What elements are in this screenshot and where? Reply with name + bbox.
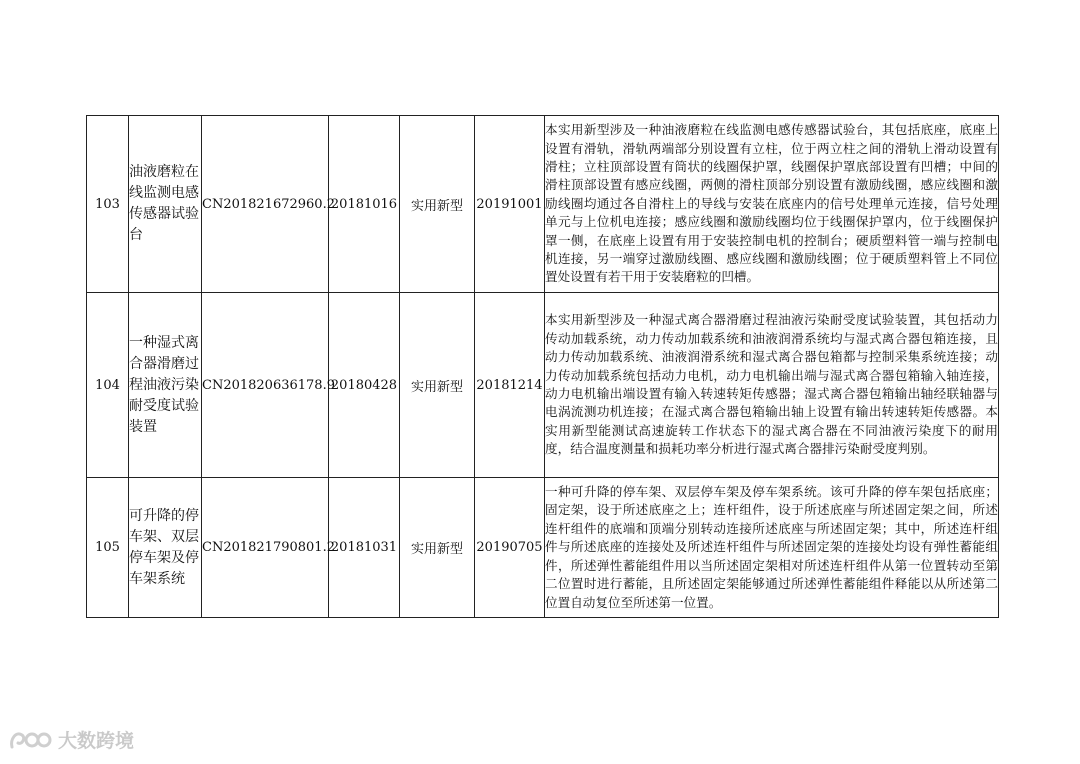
patent-type: 实用新型	[400, 293, 475, 478]
application-number: CN201821672960.2	[202, 116, 329, 293]
publication-date: 20181214	[475, 293, 545, 478]
table-row	[87, 293, 999, 478]
application-number: CN201821790801.2	[202, 478, 329, 618]
watermark-text: 大数跨境	[58, 730, 135, 752]
row-number: 104	[87, 293, 129, 478]
patent-abstract: 一种可升降的停车架、双层停车架及停车架系统。该可升降的停车架包括底座；固定架，设于所述底座之上；连杆组件，设于所述底座与所述固定架之间，所述连杆组件的底端和顶端分别转动连接所述底座与所述固定架；其中，所述连杆组件与所述底座的连接处及所述连杆组件与所述固定架的连接处均设有弹性蓄能组件，所述弹性蓄能组件用以当所述固定架相对所述连杆组件从第一位置转动至第二位置时进行蓄能，且所述固定架能够通过所述弹性蓄能组件释能以从所述第二位置自动复位至所述第一位置。	[545, 478, 999, 618]
infinity-logo-icon	[8, 727, 52, 753]
row-number: 103	[87, 116, 129, 293]
table-row	[87, 116, 999, 293]
patent-type: 实用新型	[400, 478, 475, 618]
watermark	[8, 726, 134, 753]
application-date: 20180428	[329, 293, 400, 478]
patent-abstract: 本实用新型涉及一种湿式离合器滑磨过程油液污染耐受度试验装置，其包括动力传动加载系统，动力传动加载系统和油液润滑系统均与湿式离合器包箱连接，且动力传动加载系统、油液润滑系统和湿式离合器包箱都与控制采集系统连接；动力传动加载系统包括动力电机，动力电机输出端与湿式离合器包箱输入轴连接，动力电机输出端设置有输入转速转矩传感器；湿式离合器包箱输出轴经联轴器与电涡流测功机连接；在湿式离合器包箱输出轴上设置有输出转速转矩传感器。本实用新型能测试高速旋转工作状态下的湿式离合器在不同油液污染度下的耐用度，结合温度测量和损耗功率分析进行湿式离合器排污染耐受度判别。	[545, 293, 999, 478]
application-date: 20181016	[329, 116, 400, 293]
patent-type: 实用新型	[400, 116, 475, 293]
patent-title: 可升降的停车架、双层停车架及停车架系统	[129, 478, 202, 618]
patent-abstract: 本实用新型涉及一种油液磨粒在线监测电感传感器试验台，其包括底座，底座上设置有滑轨，滑轨两端部分别设置有立柱，位于两立柱之间的滑轨上滑动设置有滑柱；立柱顶部设置有筒状的线圈保护罩，线圈保护罩底部设置有凹槽；中间的滑柱顶部设置有感应线圈，两侧的滑柱顶部分别设置有激励线圈，感应线圈和激励线圈均通过各自滑柱上的导线与安装在底座内的信号处理单元连接，信号处理单元与上位机电连接；感应线圈和激励线圈均位于线圈保护罩内，位于线圈保护罩一侧，在底座上设置有用于安装控制电机的控制台；硬质塑料管一端与控制电机连接，另一端穿过激励线圈、感应线圈和激励线圈；位于硬质塑料管上不同位置处设置有若干用于安装磨粒的凹槽。	[545, 116, 999, 293]
patent-title: 一种湿式离合器滑磨过程油液污染耐受度试验装置	[129, 293, 202, 478]
publication-date: 20191001	[475, 116, 545, 293]
table-row	[87, 478, 999, 618]
application-date: 20181031	[329, 478, 400, 618]
row-number: 105	[87, 478, 129, 618]
application-number: CN201820636178.9	[202, 293, 329, 478]
publication-date: 20190705	[475, 478, 545, 618]
patent-table	[86, 115, 999, 618]
patent-title: 油液磨粒在线监测电感传感器试验台	[129, 116, 202, 293]
